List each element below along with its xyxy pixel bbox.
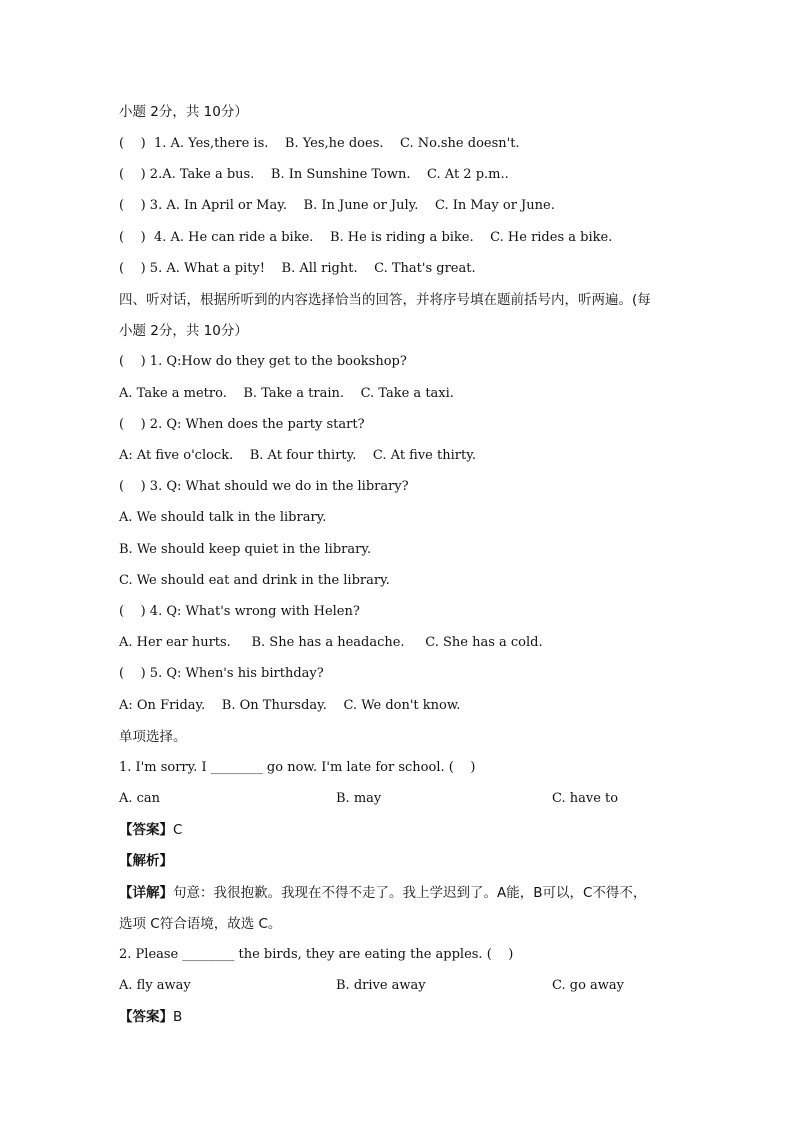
q1-options xyxy=(119,790,679,880)
single-choice-title: 单项选择。 xyxy=(119,729,187,745)
q2-question: 2. Please ________ the birds, they are eating the apples. ( ) xyxy=(119,947,514,962)
s3-item-1: ( ) 1. A. Yes,there is. B. Yes,he does. C. No.she doesn't. xyxy=(119,136,520,151)
q2-answer xyxy=(119,1008,182,1026)
s4-line-4: A: At five o'clock. B. At four thirty. C. At five thirty. xyxy=(119,448,476,463)
s4-line-3: ( ) 2. Q: When does the party start? xyxy=(119,417,365,432)
answer-value: B xyxy=(173,1009,183,1025)
q1-detail-line2: 选项 C符合语境，故选 C。 xyxy=(119,916,282,932)
q2-option-c: C. go away xyxy=(552,978,625,993)
section4-header-line1: 四、听对话，根据所听到的内容选择恰当的回答，并将序号填在题前括号内，听两遍。(每 xyxy=(119,292,651,308)
s4-line-6: A. We should talk in the library. xyxy=(119,510,327,525)
answer-label: 【答案】 xyxy=(119,822,173,838)
detail-label: 【详解】 xyxy=(119,885,173,901)
s4-line-5: ( ) 3. Q: What should we do in the library? xyxy=(119,479,409,494)
answer-label: 【答案】 xyxy=(119,1009,173,1025)
q1-option-a: A. can xyxy=(119,791,161,806)
section3-header-cont: 小题 2分，共 10分） xyxy=(119,104,248,120)
s3-item-5: ( ) 5. A. What a pity! B. All right. C. That's great. xyxy=(119,261,476,276)
section4-header-line2: 小题 2分，共 10分） xyxy=(119,323,248,339)
detail-text: 句意：我很抱歉。我现在不得不走了。我上学迟到了。A能，B可以，C不得不， xyxy=(173,885,647,901)
q2-option-b: B. drive away xyxy=(336,978,426,993)
q2-options xyxy=(119,977,679,1067)
s4-line-7: B. We should keep quiet in the library. xyxy=(119,542,372,557)
s4-line-1: ( ) 1. Q:How do they get to the bookshop? xyxy=(119,354,407,369)
s4-line-8: C. We should eat and drink in the library. xyxy=(119,573,390,588)
q1-answer xyxy=(119,821,182,839)
q1-option-b: B. may xyxy=(336,791,382,806)
q1-detail-line1 xyxy=(119,884,646,902)
s3-item-2: ( ) 2.A. Take a bus. B. In Sunshine Town. C. At 2 p.m.. xyxy=(119,167,509,182)
answer-value: C xyxy=(173,822,183,838)
q1-question: 1. I'm sorry. I ________ go now. I'm late for school. ( ) xyxy=(119,760,476,775)
q2-option-a: A. fly away xyxy=(119,978,191,993)
s4-line-11: ( ) 5. Q: When's his birthday? xyxy=(119,666,324,681)
s4-line-12: A: On Friday. B. On Thursday. C. We don't know. xyxy=(119,698,461,713)
s4-line-10: A. Her ear hurts. B. She has a headache. C. She has a cold. xyxy=(119,635,543,650)
q1-option-c: C. have to xyxy=(552,791,619,806)
s3-item-4: ( ) 4. A. He can ride a bike. B. He is riding a bike. C. He rides a bike. xyxy=(119,230,613,245)
s4-line-9: ( ) 4. Q: What's wrong with Helen? xyxy=(119,604,360,619)
s4-line-2: A. Take a metro. B. Take a train. C. Take a taxi. xyxy=(119,386,454,401)
q1-analysis-label: 【解析】 xyxy=(119,853,173,869)
s3-item-3: ( ) 3. A. In April or May. B. In June or July. C. In May or June. xyxy=(119,198,555,213)
